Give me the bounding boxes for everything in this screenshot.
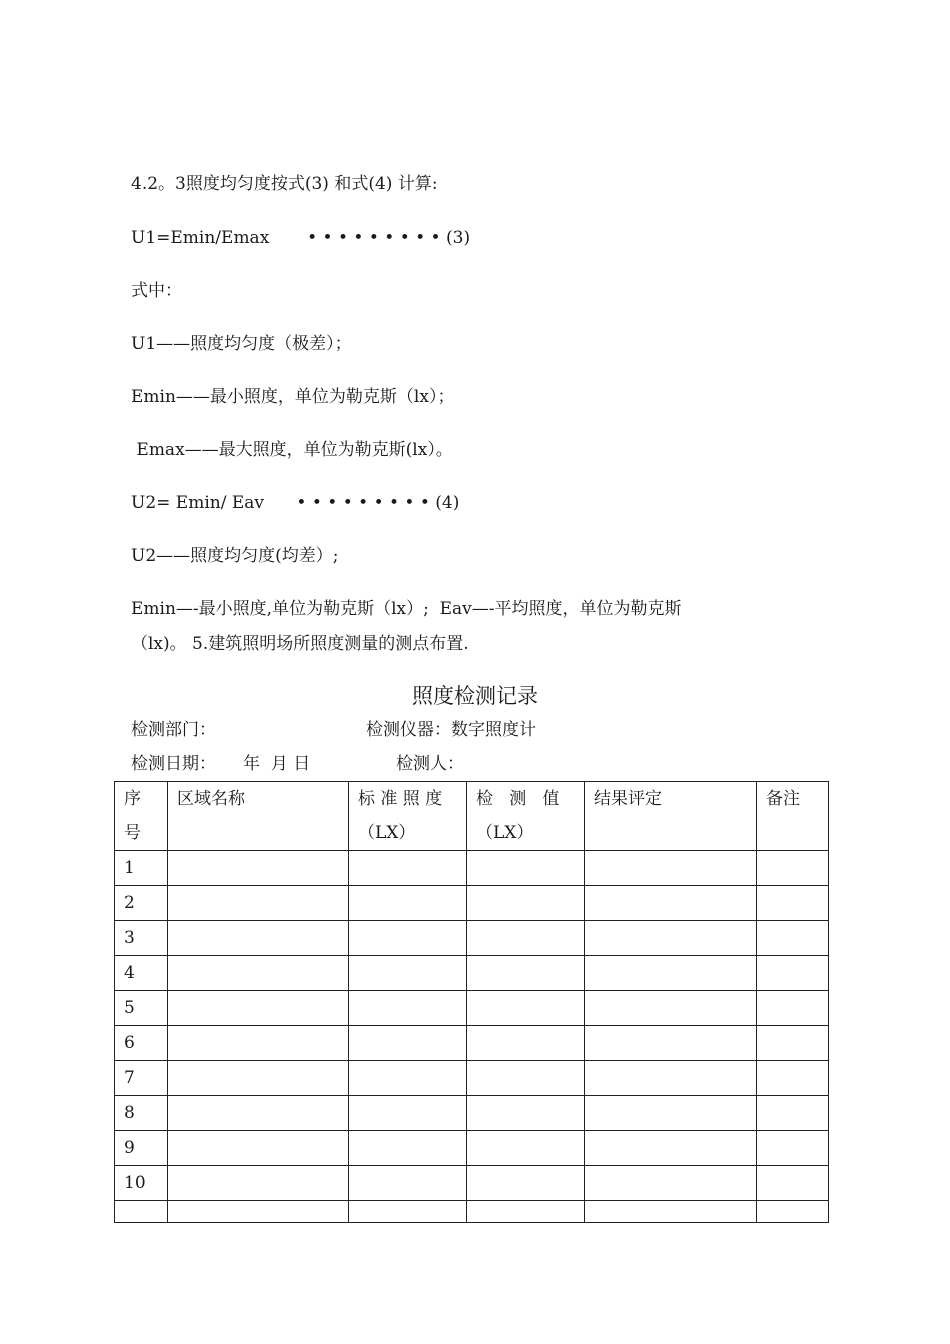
table-row bbox=[115, 1201, 829, 1223]
measured-cell[interactable] bbox=[467, 921, 585, 956]
row-index-cell bbox=[115, 1201, 168, 1223]
standard-cell[interactable] bbox=[349, 1061, 467, 1096]
result-cell[interactable] bbox=[585, 921, 757, 956]
result-cell[interactable] bbox=[585, 851, 757, 886]
row-index-cell: 7 bbox=[115, 1061, 168, 1096]
result-cell[interactable] bbox=[585, 956, 757, 991]
area-name-cell[interactable] bbox=[168, 851, 349, 886]
row-index-cell: 9 bbox=[115, 1131, 168, 1166]
paragraph-where: 式中： bbox=[131, 281, 182, 301]
table-row bbox=[115, 1026, 829, 1061]
definition-u1: U1——照度均匀度（极差）； bbox=[131, 334, 352, 354]
paragraph-section-5: （lx)。 5.建筑照明场所照度测量的测点布置. bbox=[131, 634, 469, 654]
table-row bbox=[115, 921, 829, 956]
standard-cell[interactable] bbox=[349, 1201, 467, 1223]
standard-cell[interactable] bbox=[349, 1026, 467, 1061]
row-index-cell: 10 bbox=[115, 1166, 168, 1201]
standard-cell[interactable] bbox=[349, 851, 467, 886]
measured-cell[interactable] bbox=[467, 1131, 585, 1166]
row-index-cell: 2 bbox=[115, 886, 168, 921]
remarks-cell[interactable] bbox=[757, 1201, 829, 1223]
standard-cell[interactable] bbox=[349, 956, 467, 991]
table-row bbox=[115, 1131, 829, 1166]
result-cell[interactable] bbox=[585, 1131, 757, 1166]
area-name-cell[interactable] bbox=[168, 1026, 349, 1061]
table-row bbox=[115, 991, 829, 1026]
remarks-cell[interactable] bbox=[757, 851, 829, 886]
header-area-name: 区域名称 bbox=[168, 782, 349, 851]
table-row bbox=[115, 1166, 829, 1201]
standard-cell[interactable] bbox=[349, 1166, 467, 1201]
definition-u2: U2——照度均匀度(均差）; bbox=[131, 546, 339, 566]
remarks-cell[interactable] bbox=[757, 1131, 829, 1166]
date-label: 检测日期： 年 月 日 bbox=[131, 754, 311, 774]
measured-cell[interactable] bbox=[467, 1166, 585, 1201]
definition-emin: Emin——最小照度，单位为勒克斯（lx）； bbox=[131, 387, 455, 407]
measured-cell[interactable] bbox=[467, 1201, 585, 1223]
instrument-label: 检测仪器：数字照度计 bbox=[366, 720, 536, 740]
area-name-cell[interactable] bbox=[168, 1061, 349, 1096]
result-cell[interactable] bbox=[585, 886, 757, 921]
remarks-cell[interactable] bbox=[757, 1061, 829, 1096]
measured-cell[interactable] bbox=[467, 1096, 585, 1131]
table-row bbox=[115, 1096, 829, 1131]
result-cell[interactable] bbox=[585, 1026, 757, 1061]
row-index-cell: 5 bbox=[115, 991, 168, 1026]
result-cell[interactable] bbox=[585, 991, 757, 1026]
row-index-cell: 1 bbox=[115, 851, 168, 886]
measured-cell[interactable] bbox=[467, 886, 585, 921]
definition-emin-eav: Emin—-最小照度,单位为勒克斯（lx）; Eav—-平均照度，单位为勒克斯 bbox=[131, 599, 682, 619]
result-cell[interactable] bbox=[585, 1096, 757, 1131]
dept-label: 检测部门： bbox=[131, 720, 216, 740]
header-measured-value: 检 测 值 （LX） bbox=[467, 782, 585, 851]
row-index-cell: 6 bbox=[115, 1026, 168, 1061]
area-name-cell[interactable] bbox=[168, 991, 349, 1026]
remarks-cell[interactable] bbox=[757, 886, 829, 921]
area-name-cell[interactable] bbox=[168, 956, 349, 991]
remarks-cell[interactable] bbox=[757, 1096, 829, 1131]
result-cell[interactable] bbox=[585, 1166, 757, 1201]
area-name-cell[interactable] bbox=[168, 886, 349, 921]
table-row bbox=[115, 956, 829, 991]
area-name-cell[interactable] bbox=[168, 921, 349, 956]
area-name-cell[interactable] bbox=[168, 1201, 349, 1223]
definition-emax: Emax——最大照度，单位为勒克斯(lx）。 bbox=[131, 440, 453, 460]
paragraph-formula-intro: 4.2。3照度均匀度按式(3) 和式(4) 计算: bbox=[131, 174, 438, 194]
measured-cell[interactable] bbox=[467, 991, 585, 1026]
row-index-cell: 8 bbox=[115, 1096, 168, 1131]
record-table bbox=[114, 781, 829, 1223]
measured-cell[interactable] bbox=[467, 1061, 585, 1096]
record-title: 照度检测记录 bbox=[412, 684, 538, 708]
result-cell[interactable] bbox=[585, 1201, 757, 1223]
header-remarks: 备注 bbox=[757, 782, 829, 851]
result-cell[interactable] bbox=[585, 1061, 757, 1096]
area-name-cell[interactable] bbox=[168, 1131, 349, 1166]
table-row bbox=[115, 886, 829, 921]
measured-cell[interactable] bbox=[467, 956, 585, 991]
header-result: 结果评定 bbox=[585, 782, 757, 851]
table-row bbox=[115, 851, 829, 886]
formula-3: U1=Emin/Emax • • • • • • • • • (3) bbox=[131, 228, 471, 248]
standard-cell[interactable] bbox=[349, 886, 467, 921]
standard-cell[interactable] bbox=[349, 1131, 467, 1166]
table-row bbox=[115, 1061, 829, 1096]
remarks-cell[interactable] bbox=[757, 991, 829, 1026]
formula-4: U2= Emin/ Eav • • • • • • • • • (4) bbox=[131, 493, 460, 513]
measured-cell[interactable] bbox=[467, 851, 585, 886]
header-standard-illuminance: 标 准 照 度 （LX） bbox=[349, 782, 467, 851]
header-index: 序 号 bbox=[115, 782, 168, 851]
standard-cell[interactable] bbox=[349, 921, 467, 956]
area-name-cell[interactable] bbox=[168, 1166, 349, 1201]
area-name-cell[interactable] bbox=[168, 1096, 349, 1131]
remarks-cell[interactable] bbox=[757, 1166, 829, 1201]
measured-cell[interactable] bbox=[467, 1026, 585, 1061]
standard-cell[interactable] bbox=[349, 991, 467, 1026]
remarks-cell[interactable] bbox=[757, 921, 829, 956]
standard-cell[interactable] bbox=[349, 1096, 467, 1131]
row-index-cell: 4 bbox=[115, 956, 168, 991]
remarks-cell[interactable] bbox=[757, 1026, 829, 1061]
inspector-label: 检测人： bbox=[396, 754, 464, 774]
table-header-row bbox=[115, 782, 829, 851]
row-index-cell: 3 bbox=[115, 921, 168, 956]
remarks-cell[interactable] bbox=[757, 956, 829, 991]
